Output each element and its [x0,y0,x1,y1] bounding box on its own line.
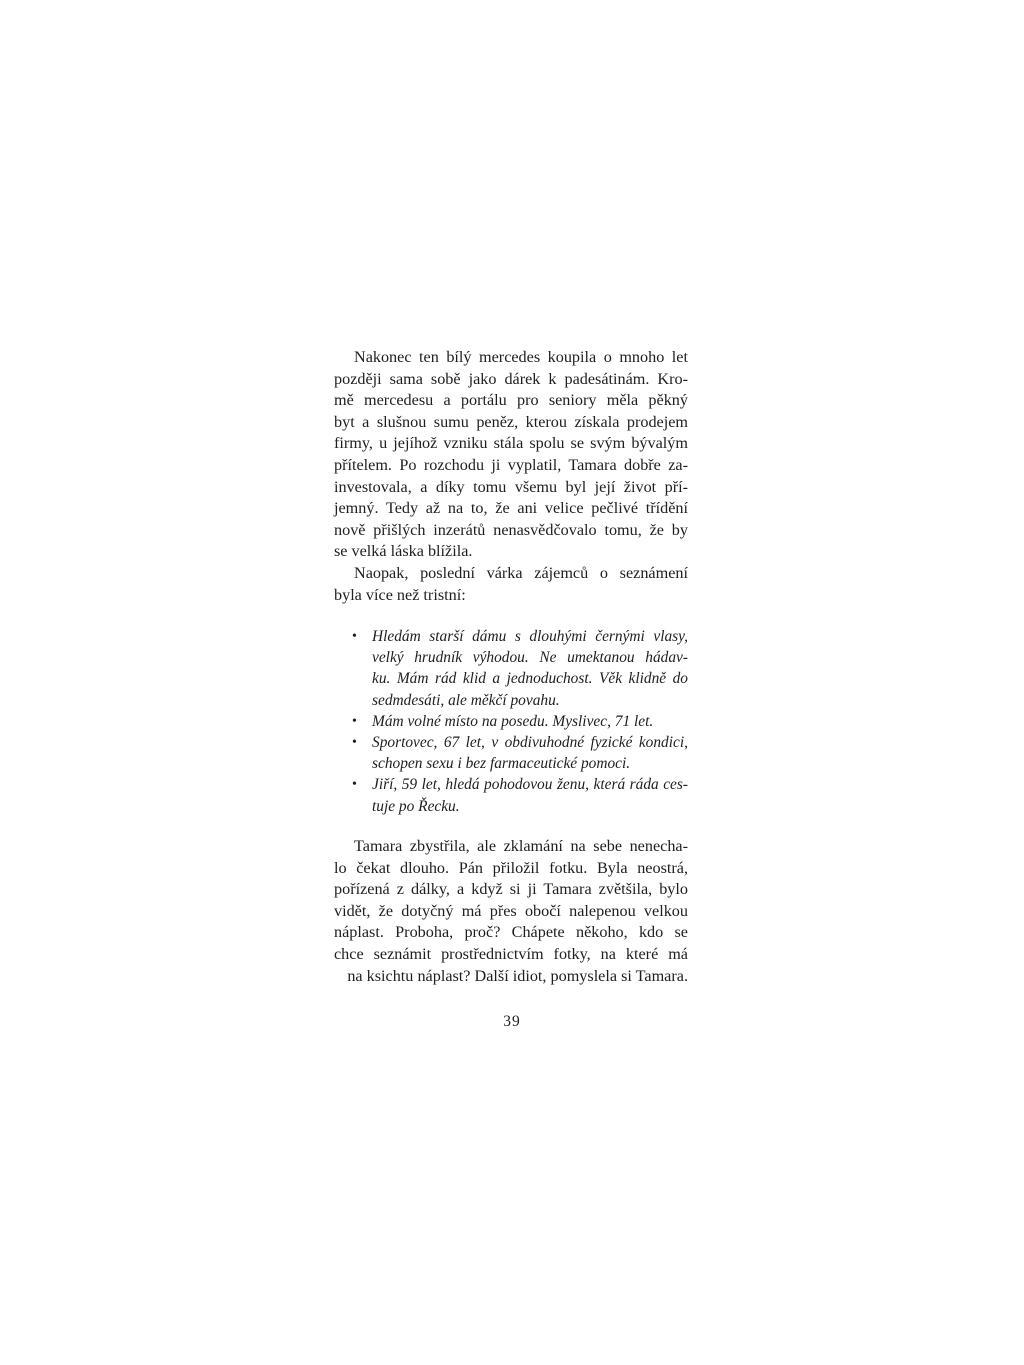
text-line: velký hrudník výhodou. Ne umektanou hádav- [372,649,688,667]
text-line: Tamara zbystřila, ale zklamání na sebe nenecha- [354,837,688,855]
paragraph-1 [334,347,688,563]
text-line: chce seznámit prostřednictvím fotky, na které má [334,944,688,963]
text-line: lo čekat dlouho. Pán přiložil fotku. Byla neostrá, [334,858,688,877]
text-line: Naopak, poslední várka zájemců o seznámení [354,564,688,582]
paragraph-3 [334,836,688,987]
ad-list [352,626,688,817]
text-line: sedmdesáti, ale měkčí povahu. [372,691,560,709]
text-line: Hledám starší dámu s dlouhými černými vlasy, [372,628,688,645]
list-item [352,626,688,711]
text-line: Jiří, 59 let, hledá pohodovou ženu, která ráda ces- [372,776,688,794]
bullet-icon: • [352,629,357,644]
text-line: firmy, u jejíhož vzniku stála spolu se svým bývalým [334,434,688,453]
text-line: náplast. Proboha, proč? Chápete někoho, kdo se [334,923,688,942]
text-line: mě mercedesu a portálu pro seniory měla pěkný [334,391,688,410]
list-item [352,732,688,774]
text-line: se velká láska blížila. [334,542,473,561]
text-line: investovala, a díky tomu všemu byl její život pří- [334,477,688,496]
list-item [352,774,688,816]
text-line: Nakonec ten bílý mercedes koupila o mnoho let [354,348,688,366]
text-line: Mám volné místo na posedu. Myslivec, 71 let. [372,712,654,730]
text-line: vidět, že dotyčný má přes obočí nalepenou velkou [334,901,688,920]
text-line: Sportovec, 67 let, v obdivuhodné fyzické kondici, [372,733,688,751]
text-line: pořízená z dálky, a když si ji Tamara zvětšila, bylo [334,880,688,899]
text-line: byt a slušnou sumu peněz, kterou získala prodejem [334,412,688,431]
text-line: nově přišlých inzerátů nenasvědčovalo tomu, že by [334,520,688,539]
text-line: schopen sexu i bez farmaceutické pomoci. [372,755,631,773]
page-number: 39 [503,1013,521,1030]
list-item [352,711,688,732]
text-line: ku. Mám rád klid a jednoduchost. Věk klidně do [372,670,688,688]
text-line: později sama sobě jako dárek k padesátinám. Kro- [334,369,688,388]
bullet-icon: • [352,777,357,793]
text-line: tuje po Řecku. [372,797,460,815]
text-line: na ksichtu náplast? Další idiot, pomyslela si Tamara. [347,966,688,985]
text-line: přítelem. Po rozchodu ji vyplatil, Tamara dobře za- [334,455,688,474]
bullet-icon: • [352,713,357,729]
paragraph-2 [334,563,688,606]
bullet-icon: • [352,734,357,750]
text-line: byla více než tristní: [334,585,466,604]
text-line: jemný. Tedy až na to, že ani velice pečlivé třídění [334,499,688,518]
